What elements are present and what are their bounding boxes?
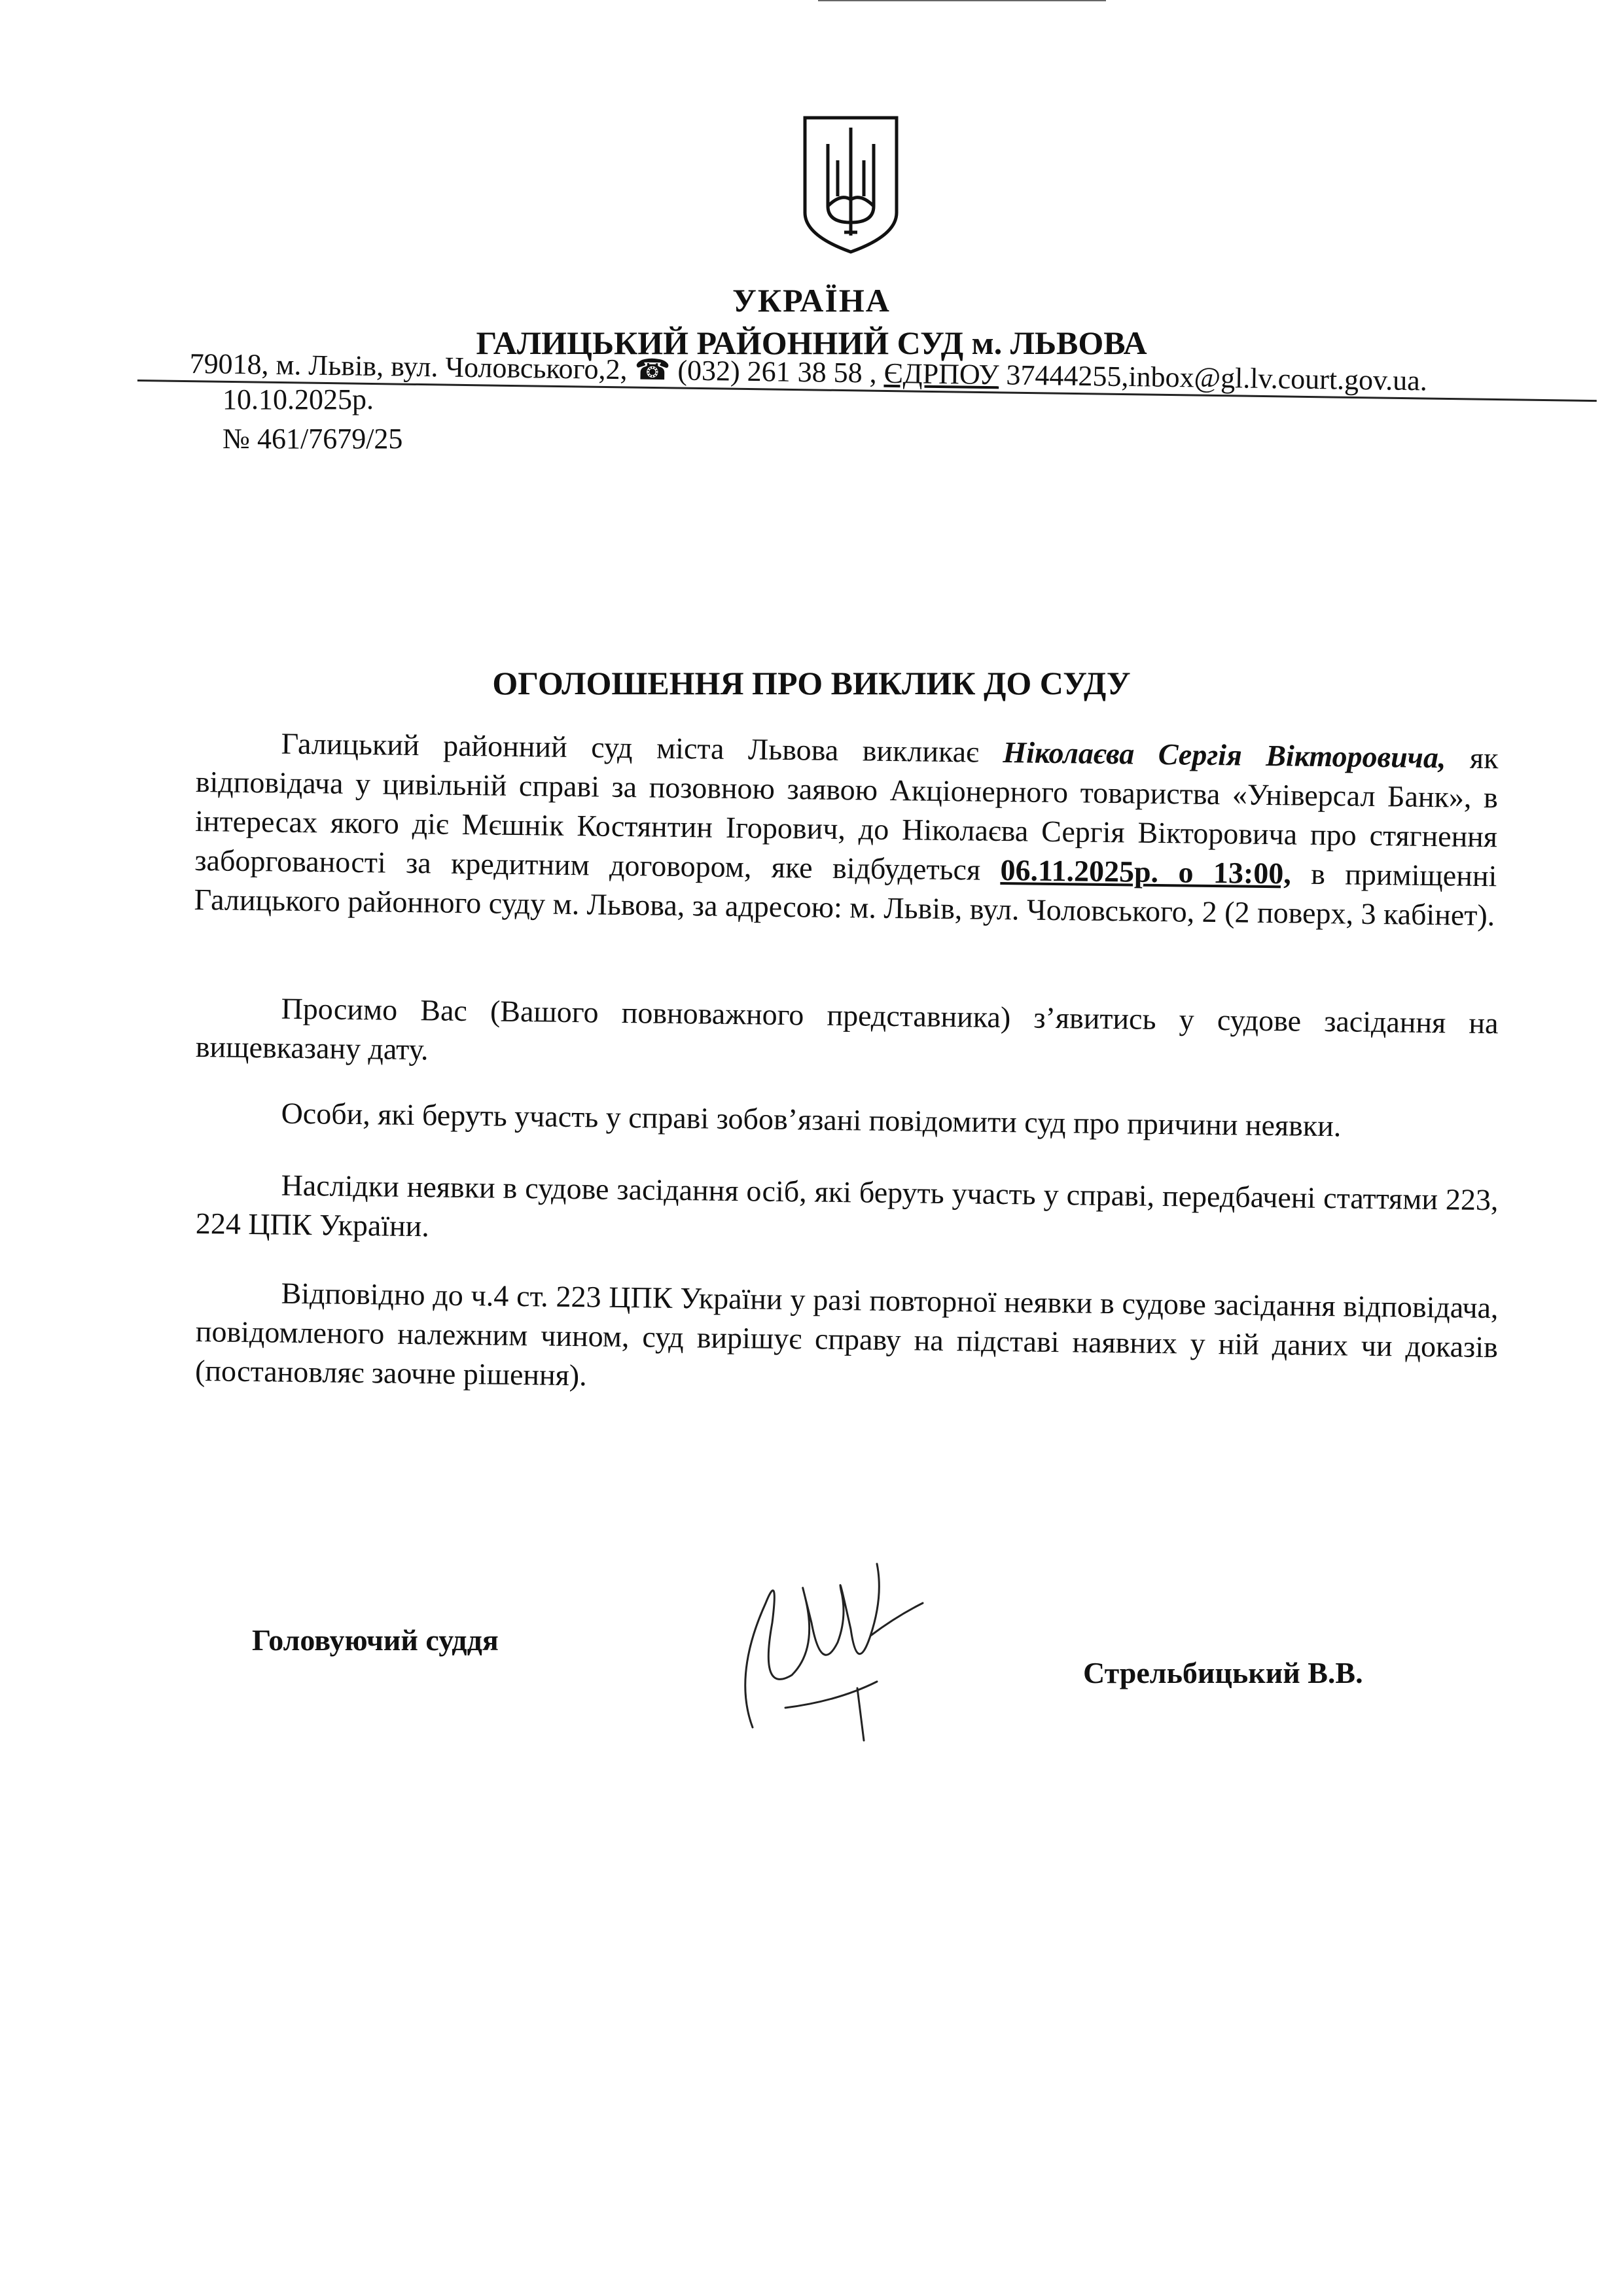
edrpou-email: 37444255,inbox@gl.lv.court.gov.ua. bbox=[999, 359, 1428, 397]
notice-paragraph-5 bbox=[195, 1273, 1499, 1406]
judge-role: Головуючий суддя bbox=[252, 1623, 499, 1657]
court-address: 79018, м. Львів, вул. Чоловського,2, bbox=[189, 347, 635, 386]
top-edge-line bbox=[818, 0, 1106, 1]
p1-intro: Галицький районний суд міста Львова викликає bbox=[281, 726, 1003, 769]
p1-case: як відповідача у цивільній справі за позовною заявою Акціонерного товариства «Універсал Банк», в інтересах якого діє Мєшнік Костянтин Ігорович, до Ніколаєва Сергія Вікторовича про стягнення заборгованості за кредитним договором, яке відбудеться bbox=[194, 741, 1499, 887]
coat-of-arms-icon bbox=[802, 115, 900, 255]
edrpou-label: ЄДРПОУ bbox=[883, 357, 999, 391]
document-number: № 461/7679/25 bbox=[223, 423, 403, 455]
p4-text: Наслідки неявки в судове засідання осіб, які беруть участь у справі, передбачені статтями 223, 224 ЦПК України. bbox=[195, 1168, 1499, 1243]
p1-location: в приміщенні Галицького районного суду м. Львова, за адресою: м. Львів, вул. Чоловського, 2 (2 поверх, 3 кабінет). bbox=[194, 857, 1497, 932]
phone-icon: ☎ bbox=[634, 353, 671, 387]
notice-paragraph-3 bbox=[196, 1093, 1499, 1148]
defendant-name: Ніколаєва Сергія Вікторовича, bbox=[1003, 735, 1446, 775]
country-heading: УКРАЇНА bbox=[732, 282, 891, 319]
p5-text: Відповідно до ч.4 ст. 223 ЦПК України у разі повторної неявки в судове засідання відповідача, повідомленого належним чином, суд вирішує справу на підставі наявних у ній даних чи доказів (постановляє заочне рішення). bbox=[194, 1276, 1499, 1392]
p2-text: Просимо Вас (Вашого повноважного представника) з’явитись у судове засідання на вищевказану дату. bbox=[195, 991, 1499, 1067]
notice-paragraph-4 bbox=[196, 1165, 1499, 1259]
handwritten-signature bbox=[707, 1544, 942, 1754]
court-phone: (032) 261 38 58 , bbox=[677, 354, 878, 389]
notice-title: ОГОЛОШЕННЯ ПРО ВИКЛИК ДО СУДУ bbox=[492, 665, 1131, 701]
court-heading: ГАЛИЦЬКИЙ РАЙОННИЙ СУД м. ЛЬВОВА bbox=[476, 325, 1147, 361]
judge-name: Стрельбицький В.В. bbox=[1083, 1656, 1363, 1689]
p3-text: Особи, які беруть участь у справі зобов’язані повідомити суд про причини неявки. bbox=[281, 1096, 1342, 1143]
document-date: 10.10.2025р. bbox=[223, 383, 374, 415]
notice-paragraph-1 bbox=[194, 723, 1499, 935]
hearing-datetime: 06.11.2025р. о 13:00, bbox=[1000, 853, 1292, 891]
notice-paragraph-2 bbox=[196, 988, 1499, 1082]
